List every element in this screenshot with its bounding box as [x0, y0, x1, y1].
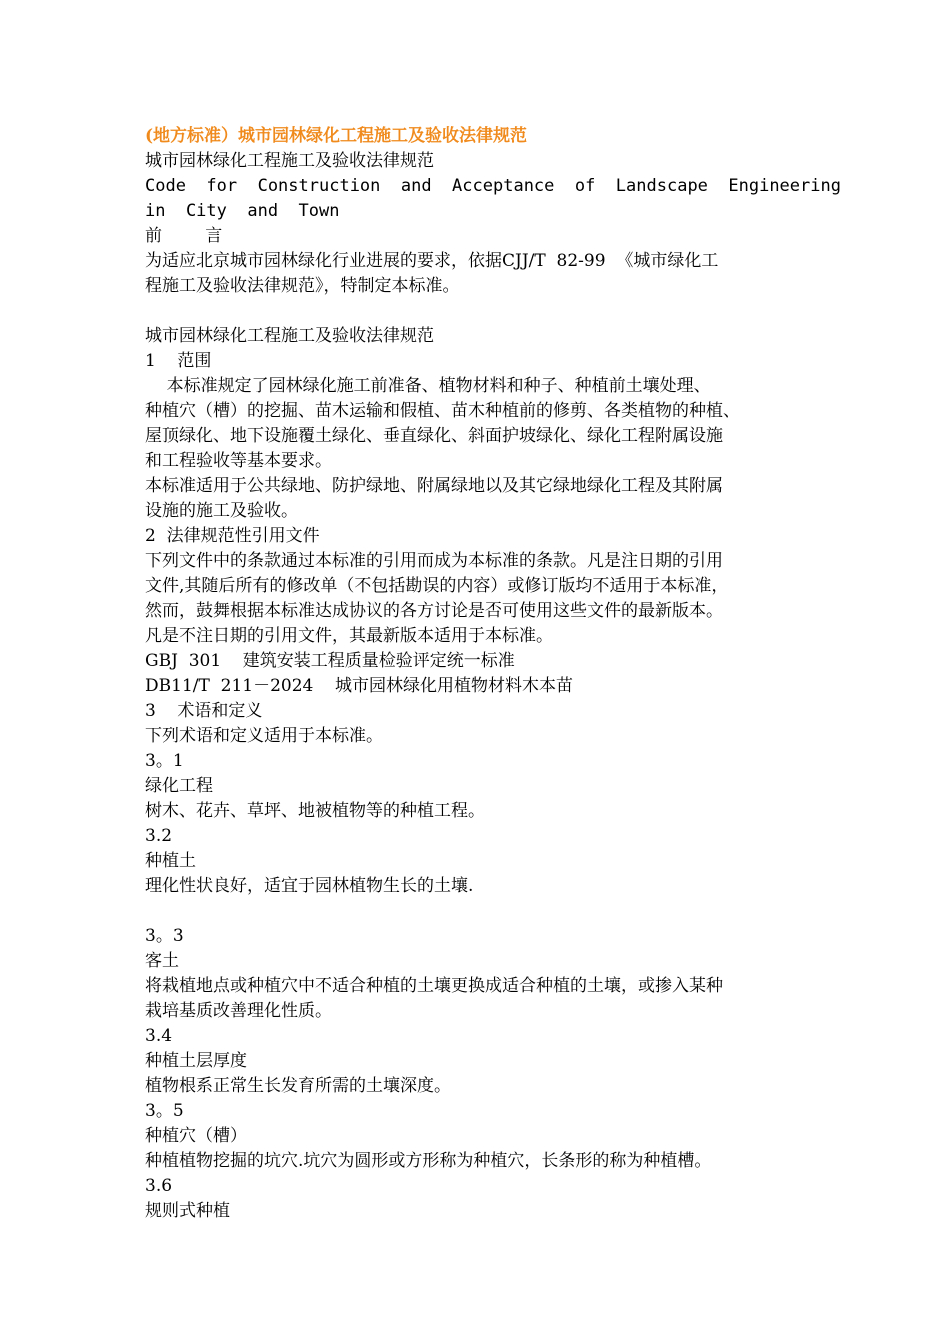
term-definition: 将栽植地点或种植穴中不适合种植的土壤更换成适合种植的土壤，或掺入某种 [145, 976, 723, 996]
term-number: 3.2 [145, 826, 173, 846]
section-2-text-line: 然而，鼓舞根据本标准达成协议的各方讨论是否可使用这些文件的最新版本。 [145, 601, 723, 621]
term-name: 规则式种植 [145, 1201, 230, 1221]
term-number: 3。3 [145, 926, 184, 946]
reference-item: DB11/T 211－2024 城市园林绿化用植物材料木本苗 [145, 676, 573, 696]
section-2-text-line: 文件,其随后所有的修改单（不包括勘误的内容）或修订版均不适用于本标准， [145, 576, 729, 596]
term-name: 客土 [145, 951, 179, 971]
blank-line [145, 899, 825, 924]
section-3-heading: 3 术语和定义 [145, 701, 263, 721]
section-2-text-line: 凡是不注日期的引用文件，其最新版本适用于本标准。 [145, 626, 553, 646]
term-number: 3。1 [145, 751, 184, 771]
english-title-line-1: Code for Construction and Acceptance of Landscape Engineering [145, 176, 841, 196]
document-title: (地方标准）城市园林绿化工程施工及验收法律规范 [145, 126, 528, 146]
document-subtitle: 城市园林绿化工程施工及验收法律规范 [145, 151, 434, 171]
term-number: 3.4 [145, 1026, 173, 1046]
term-number: 3.6 [145, 1176, 173, 1196]
section-1-text-line: 种植穴（槽）的挖掘、苗木运输和假植、苗木种植前的修剪、各类植物的种植、 [145, 401, 740, 421]
preface-text-line: 为适应北京城市园林绿化行业进展的要求，依据CJJ/T 82-99 《城市绿化工 [145, 251, 719, 271]
reference-item: GBJ 301 建筑安装工程质量检验评定统一标准 [145, 651, 515, 671]
section-1-text-line: 本标准适用于公共绿地、防护绿地、附属绿地以及其它绿地绿化工程及其附属 [145, 476, 723, 496]
term-definition: 理化性状良好，适宜于园林植物生长的土壤. [145, 876, 474, 896]
section-1-heading: 1 范围 [145, 351, 212, 371]
section-2-text-line: 下列文件中的条款通过本标准的引用而成为本标准的条款。凡是注日期的引用 [145, 551, 723, 571]
body-title: 城市园林绿化工程施工及验收法律规范 [145, 326, 434, 346]
term-name: 种植穴（槽） [145, 1126, 247, 1146]
term-definition: 植物根系正常生长发育所需的土壤深度。 [145, 1076, 451, 1096]
section-1-text-line: 本标准规定了园林绿化施工前准备、植物材料和种子、种植前土壤处理、 [145, 376, 711, 396]
section-1-text-line: 和工程验收等基本要求。 [145, 451, 332, 471]
preface-text-line: 程施工及验收法律规范》，特制定本标准。 [145, 276, 460, 296]
english-title-line-2: in City and Town [145, 201, 340, 221]
term-number: 3。5 [145, 1101, 184, 1121]
preface-heading: 前 言 [145, 226, 223, 246]
section-1-text-line: 屋顶绿化、地下设施覆土绿化、垂直绿化、斜面护坡绿化、绿化工程附属设施 [145, 426, 723, 446]
term-name: 种植土 [145, 851, 196, 871]
section-1-text-line: 设施的施工及验收。 [145, 501, 298, 521]
term-definition: 种植植物挖掘的坑穴.坑穴为圆形或方形称为种植穴，长条形的称为种植槽。 [145, 1151, 712, 1171]
term-name: 绿化工程 [145, 776, 213, 796]
document-page [145, 124, 841, 1224]
term-definition: 树木、花卉、草坪、地被植物等的种植工程。 [145, 801, 485, 821]
section-2-heading: 2 法律规范性引用文件 [145, 526, 320, 546]
blank-line [145, 299, 825, 324]
term-name: 种植土层厚度 [145, 1051, 247, 1071]
term-definition: 栽培基质改善理化性质。 [145, 1001, 332, 1021]
section-3-intro: 下列术语和定义适用于本标准。 [145, 726, 383, 746]
